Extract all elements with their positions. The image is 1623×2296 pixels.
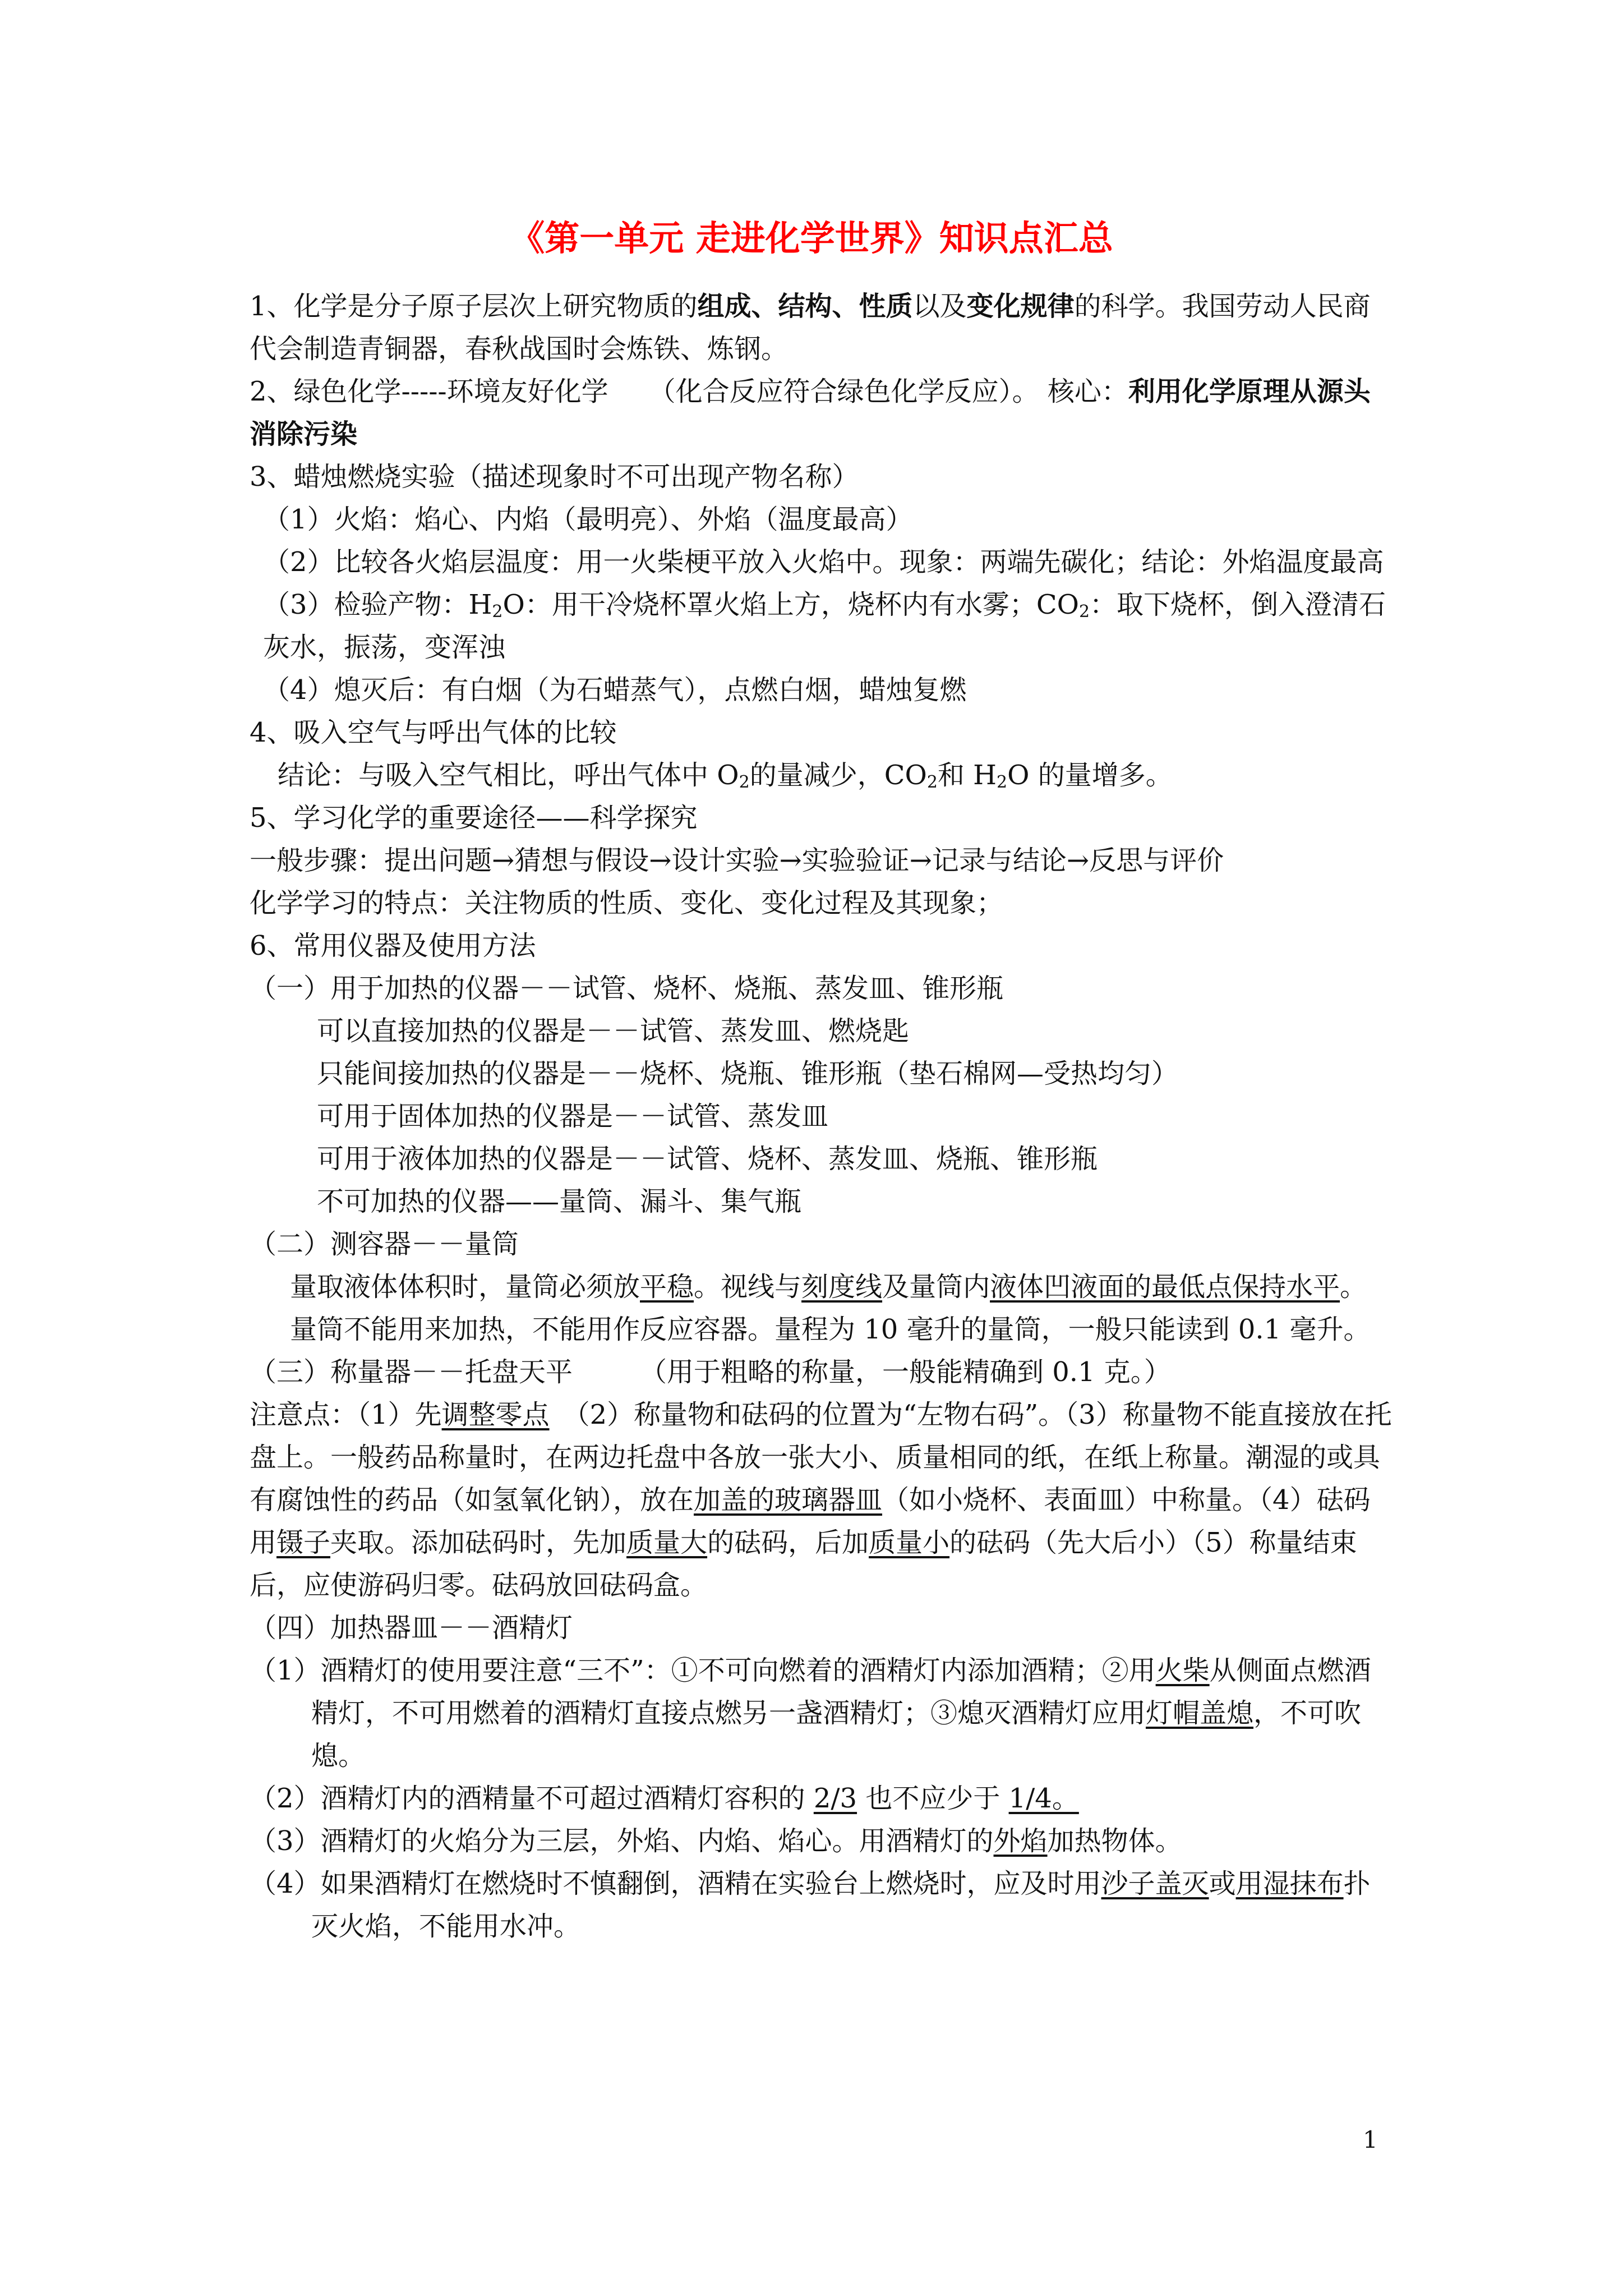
item-3-1: （1）火焰：焰心、内焰（最明亮）、外焰（温度最高） [263, 504, 913, 535]
text: ，不可吹熄。 [311, 1697, 1362, 1772]
heading-5: 5、学习化学的重要途径——科学探究 [250, 802, 698, 834]
text: 或 [1209, 1868, 1236, 1899]
text: 的量减少，CO [749, 760, 927, 791]
text: O：用干冷烧杯罩火焰上方，烧杯内有水雾；CO [502, 589, 1079, 620]
section-1-item: 可用于固体加热的仪器是－－试管、蒸发皿 [317, 1101, 829, 1132]
section-2-item-2: 量筒不能用来加热，不能用作反应容器。量程为 10 毫升的量筒，一般只能读到 0.1 毫升。 [290, 1314, 1371, 1345]
text: 量取液体体积时，量筒必须放 [290, 1271, 640, 1303]
text: 注意点：（1）先 [250, 1399, 442, 1430]
text: 夹取。添加砝码时，先加 [330, 1527, 627, 1558]
underlined-text: 液体凹液面的最低点保持水平 [990, 1271, 1340, 1303]
item-3-4: （4）熄灭后：有白烟（为石蜡蒸气），点燃白烟，蜡烛复燃 [263, 674, 967, 706]
text: （4）如果酒精灯在燃烧时不慎翻倒，酒精在实验台上燃烧时，应及时用 [250, 1868, 1101, 1899]
text: 扑灭火焰，不能用水冲。 [311, 1868, 1371, 1942]
text: ：取下烧杯，倒入澄清石灰水，振荡，变浑浊 [263, 589, 1386, 663]
text: （2）称量物和砝码的位置为“左物右码”。（3）称量物不能直接放在托盘上。一般药品称量时，在两边托盘中各放一张大小、质量相同的纸，在纸上称量。潮湿的或具有腐蚀性的药品（如氢氧化钠），放在 [250, 1399, 1392, 1516]
underlined-text: 平稳 [640, 1271, 694, 1303]
text: 的砝码（先大后小）（5）称量结束后，应使游码归零。砝码放回砝码盒。 [250, 1527, 1357, 1601]
underlined-text: 刻度线 [801, 1271, 883, 1303]
underlined-text: 火柴 [1155, 1655, 1210, 1686]
underlined-text: 1/4。 [1008, 1783, 1079, 1814]
text: 以及 [912, 291, 967, 322]
underlined-text: 2/3 [813, 1783, 857, 1814]
text: 的砝码，后加 [707, 1527, 869, 1558]
section-4-item-4 [250, 1862, 1396, 1948]
underlined-text: 质量大 [626, 1527, 708, 1558]
page-number: 1 [1363, 2126, 1378, 2154]
text: O 的量增多。 [1007, 760, 1173, 791]
section-1-item: 只能间接加热的仪器是－－烧杯、烧瓶、锥形瓶（垫石棉网—受热均匀） [317, 1058, 1179, 1089]
section-1-heading: （一）用于加热的仪器－－试管、烧杯、烧瓶、蒸发皿、锥形瓶 [250, 973, 1004, 1004]
text: 和 H [937, 760, 997, 791]
section-4-item-2 [250, 1777, 1396, 1820]
section-1-item: 可用于液体加热的仪器是－－试管、烧杯、蒸发皿、烧瓶、锥形瓶 [317, 1143, 1098, 1175]
section-1-item: 可以直接加热的仪器是－－试管、蒸发皿、燃烧匙 [317, 1015, 910, 1047]
section-2-item-1 [250, 1266, 1396, 1308]
item-3-2: （2）比较各火焰层温度：用一火柴梗平放入火焰中。现象：两端先碳化；结论：外焰温度最高 [263, 546, 1384, 578]
section-3-notes [250, 1393, 1396, 1607]
text: 也不应少于 [857, 1783, 1009, 1814]
text: 结论：与吸入空气相比，呼出气体中 O [278, 760, 739, 791]
underlined-text: 外焰 [993, 1825, 1048, 1857]
section-1-item: 不可加热的仪器——量筒、漏斗、集气瓶 [317, 1186, 802, 1217]
subscript: 2 [492, 602, 503, 622]
heading-4: 4、吸入空气与呼出气体的比较 [250, 717, 617, 748]
underlined-text: 质量小 [869, 1527, 950, 1558]
underlined-text: 调整零点 [441, 1399, 550, 1430]
text: 加热物体。 [1047, 1825, 1182, 1857]
subscript: 2 [1078, 602, 1090, 622]
text: （2）酒精灯内的酒精量不可超过酒精灯容积的 [250, 1783, 814, 1814]
underlined-text: 镊子 [276, 1527, 331, 1558]
text: （3）酒精灯的火焰分为三层，外焰、内焰、焰心。用酒精灯的 [250, 1825, 994, 1857]
text: （3）检验产物：H [263, 589, 492, 620]
paragraph-1 [250, 285, 1396, 370]
item-3-3 [250, 583, 1396, 669]
underlined-text: 灯帽盖熄 [1146, 1697, 1254, 1729]
document-title: 《第一单元 走进化学世界》知识点汇总 [510, 218, 1113, 259]
text: 的科学。我国劳动人民商代会制造青铜器，春秋战国时会炼铁、炼钢。 [250, 291, 1371, 365]
section-3-heading: （三）称量器－－托盘天平 （用于粗略的称量，一般能精确到 0.1 克。） [250, 1356, 1171, 1388]
section-4-heading: （四）加热器皿－－酒精灯 [250, 1612, 573, 1644]
bold-text: 利用化学原理从源头消除污染 [250, 376, 1371, 450]
text: 及量筒内 [882, 1271, 990, 1303]
underlined-text: 沙子盖灭 [1101, 1868, 1209, 1899]
subscript: 2 [926, 772, 938, 792]
section-4-item-3 [250, 1820, 1396, 1862]
text: （如小烧杯、表面皿）中称量。（4）砝码用 [250, 1484, 1371, 1558]
text: 2、绿色化学-----环境友好化学 （化合反应符合绿色化学反应）。 核心： [250, 376, 1128, 407]
text: 从侧面点燃酒精灯，不可用燃着的酒精灯直接点燃另一盏酒精灯；③熄灭酒精灯应用 [311, 1655, 1371, 1729]
paragraph-2 [250, 370, 1396, 455]
bold-text: 变化规律 [966, 291, 1075, 322]
bold-text: 组成、结构、性质 [697, 291, 913, 322]
item-4-1 [250, 754, 1396, 797]
text: 1、化学是分子原子层次上研究物质的 [250, 291, 698, 322]
item-5-2: 化学学习的特点：关注物质的性质、变化、变化过程及其现象； [250, 887, 1004, 919]
section-2-heading: （二）测容器－－量筒 [250, 1228, 519, 1260]
heading-6: 6、常用仪器及使用方法 [250, 930, 536, 961]
text: （1）酒精灯的使用要注意“三不”：①不可向燃着的酒精灯内添加酒精；②用 [250, 1655, 1156, 1686]
text: 。视线与 [694, 1271, 802, 1303]
item-5-1: 一般步骤：提出问题→猜想与假设→设计实验→实验验证→记录与结论→反思与评价 [250, 845, 1224, 876]
text: 。 [1340, 1271, 1367, 1303]
document-body [250, 285, 1396, 1948]
section-4-item-1 [250, 1649, 1396, 1777]
underlined-text: 加盖的玻璃器皿 [694, 1484, 883, 1516]
subscript: 2 [739, 772, 750, 792]
subscript: 2 [997, 772, 1008, 792]
underlined-text: 用湿抹布 [1235, 1868, 1344, 1899]
heading-3: 3、蜡烛燃烧实验（描述现象时不可出现产物名称） [250, 461, 859, 493]
